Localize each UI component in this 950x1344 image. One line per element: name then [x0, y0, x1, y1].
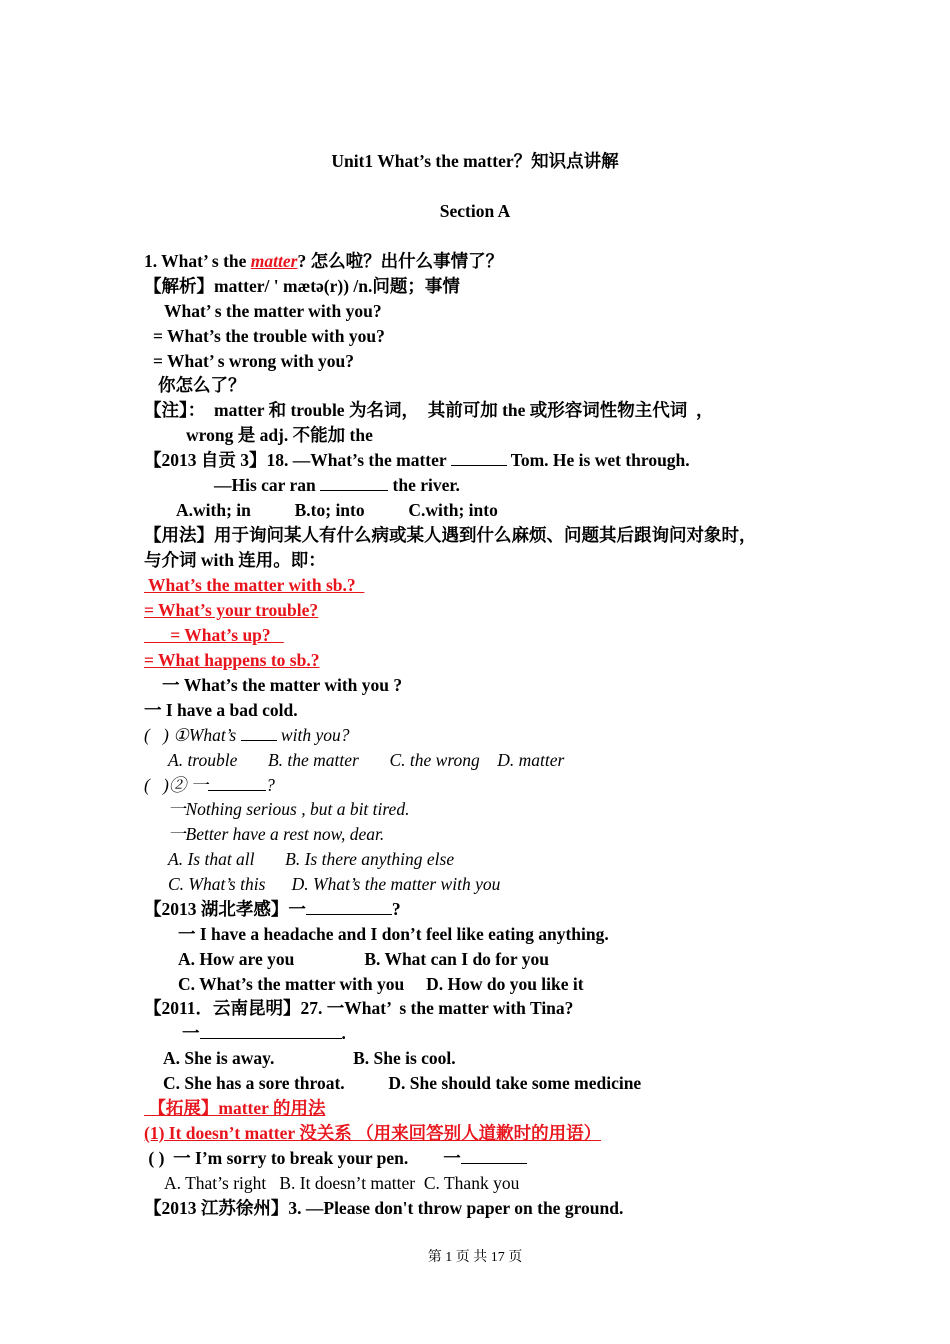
analysis-line: 【解析】matter/ ' mætə(r)) /n.问题；事情 — [144, 276, 460, 296]
exercise-line — [144, 774, 275, 796]
exercise-text: —His car ran — [214, 475, 321, 495]
extension-heading: 【拓展】matter 的用法 — [144, 1098, 326, 1118]
usage-line: 【用法】用于询问某人有什么病或某人遇到什么麻烦、问题其后跟询问对象时， — [144, 525, 757, 545]
exercise-line: 【2013 江苏徐州】3. —Please don't throw paper on the ground. — [144, 1198, 624, 1218]
options-line: A. trouble B. the matter C. the wrong D. matter — [168, 750, 565, 770]
options-line: C. What’s the matter with you D. How do you like it — [178, 974, 584, 994]
example-line: = What’ s wrong with you? — [153, 351, 355, 371]
page-footer: 第 1 页 共 17 页 — [427, 1250, 523, 1265]
exercise-text: 一 — [182, 1023, 200, 1043]
question-1 — [144, 250, 503, 272]
exercise-text: ? — [391, 899, 401, 919]
answer-blank — [320, 474, 388, 491]
options-line: C. What’s this D. What’s the matter with you — [168, 874, 501, 894]
dialogue-line: 一 I have a headache and I don’t feel like eating anything. — [178, 924, 609, 944]
answer-blank — [461, 1147, 527, 1164]
highlight-line: What’s the matter with sb.? — [144, 575, 365, 595]
exercise-text: ( ) ①What’s — [144, 725, 241, 745]
exercise-line — [182, 1022, 346, 1044]
dialogue-line: 一 What’s the matter with you ? — [162, 675, 403, 695]
highlight-line: = What’s up? — [144, 625, 284, 645]
options-line: C. She has a sore throat. D. She should take some medicine — [163, 1073, 642, 1093]
q1-prefix: 1. What’ s the — [144, 251, 251, 271]
note-line: wrong 是 adj. 不能加 the — [186, 425, 373, 445]
example-line: = What’s the trouble with you? — [153, 326, 385, 346]
exercise-text: ( )② 一 — [144, 775, 209, 795]
highlight-line: = What’s your trouble? — [144, 600, 319, 620]
q1-suffix: ? 怎么啦？出什么事情了？ — [297, 251, 504, 271]
options-line: A. That’s right B. It doesn’t matter C. Thank you — [164, 1173, 520, 1193]
exercise-text: Tom. He is wet through. — [506, 450, 690, 470]
highlight-line: = What happens to sb.? — [144, 650, 320, 670]
exercise-text: 【2013 湖北孝感】一 — [144, 899, 306, 919]
exercise-text: . — [341, 1023, 346, 1043]
answer-blank — [451, 449, 507, 466]
exercise-line — [144, 898, 401, 920]
usage-line: 与介词 with 连用。即： — [144, 550, 326, 570]
exercise-text: with you? — [276, 725, 350, 745]
options-line: A.with; in B.to; into C.with; into — [176, 500, 498, 520]
answer-blank — [241, 724, 277, 741]
dialogue-line: 一Better have a rest now, dear. — [168, 824, 385, 844]
answer-blank — [200, 1022, 342, 1039]
exercise-text: 【2013 自贡 3】18. —What’s the matter — [144, 450, 451, 470]
exercise-text: ( ) 一 I’m sorry to break your pen. 一 — [144, 1148, 461, 1168]
example-line: What’ s the matter with you? — [164, 301, 382, 321]
options-line: A. How are you B. What can I do for you — [178, 949, 549, 969]
note-line: 【注】： matter 和 trouble 为名词， 其前可加 the 或形容词性物主代词 ， — [144, 400, 714, 420]
options-line: A. She is away. B. She is cool. — [163, 1048, 456, 1068]
dialogue-line: 一 I have a bad cold. — [144, 700, 298, 720]
answer-blank — [306, 898, 392, 915]
q1-keyword: matter — [250, 251, 298, 271]
answer-blank — [208, 774, 266, 791]
exercise-line: 【2011．云南昆明】27. 一What’ s the matter with Tina? — [144, 998, 574, 1018]
translation-line: 你怎么了？ — [158, 375, 246, 395]
exercise-text: ? — [266, 775, 275, 795]
exercise-line — [144, 1147, 527, 1169]
page-title: Unit1 What’s the matter？知识点讲解 — [331, 151, 619, 171]
exercise-line — [144, 449, 690, 471]
extension-item: (1) It doesn’t matter 没关系 （用来回答别人道歉时的用语） — [144, 1123, 602, 1143]
options-line: A. Is that all B. Is there anything else — [168, 849, 455, 869]
exercise-text: the river. — [388, 475, 460, 495]
exercise-line — [214, 474, 460, 496]
dialogue-line: 一Nothing serious , but a bit tired. — [168, 799, 410, 819]
exercise-line — [144, 724, 349, 746]
section-heading: Section A — [439, 201, 511, 221]
